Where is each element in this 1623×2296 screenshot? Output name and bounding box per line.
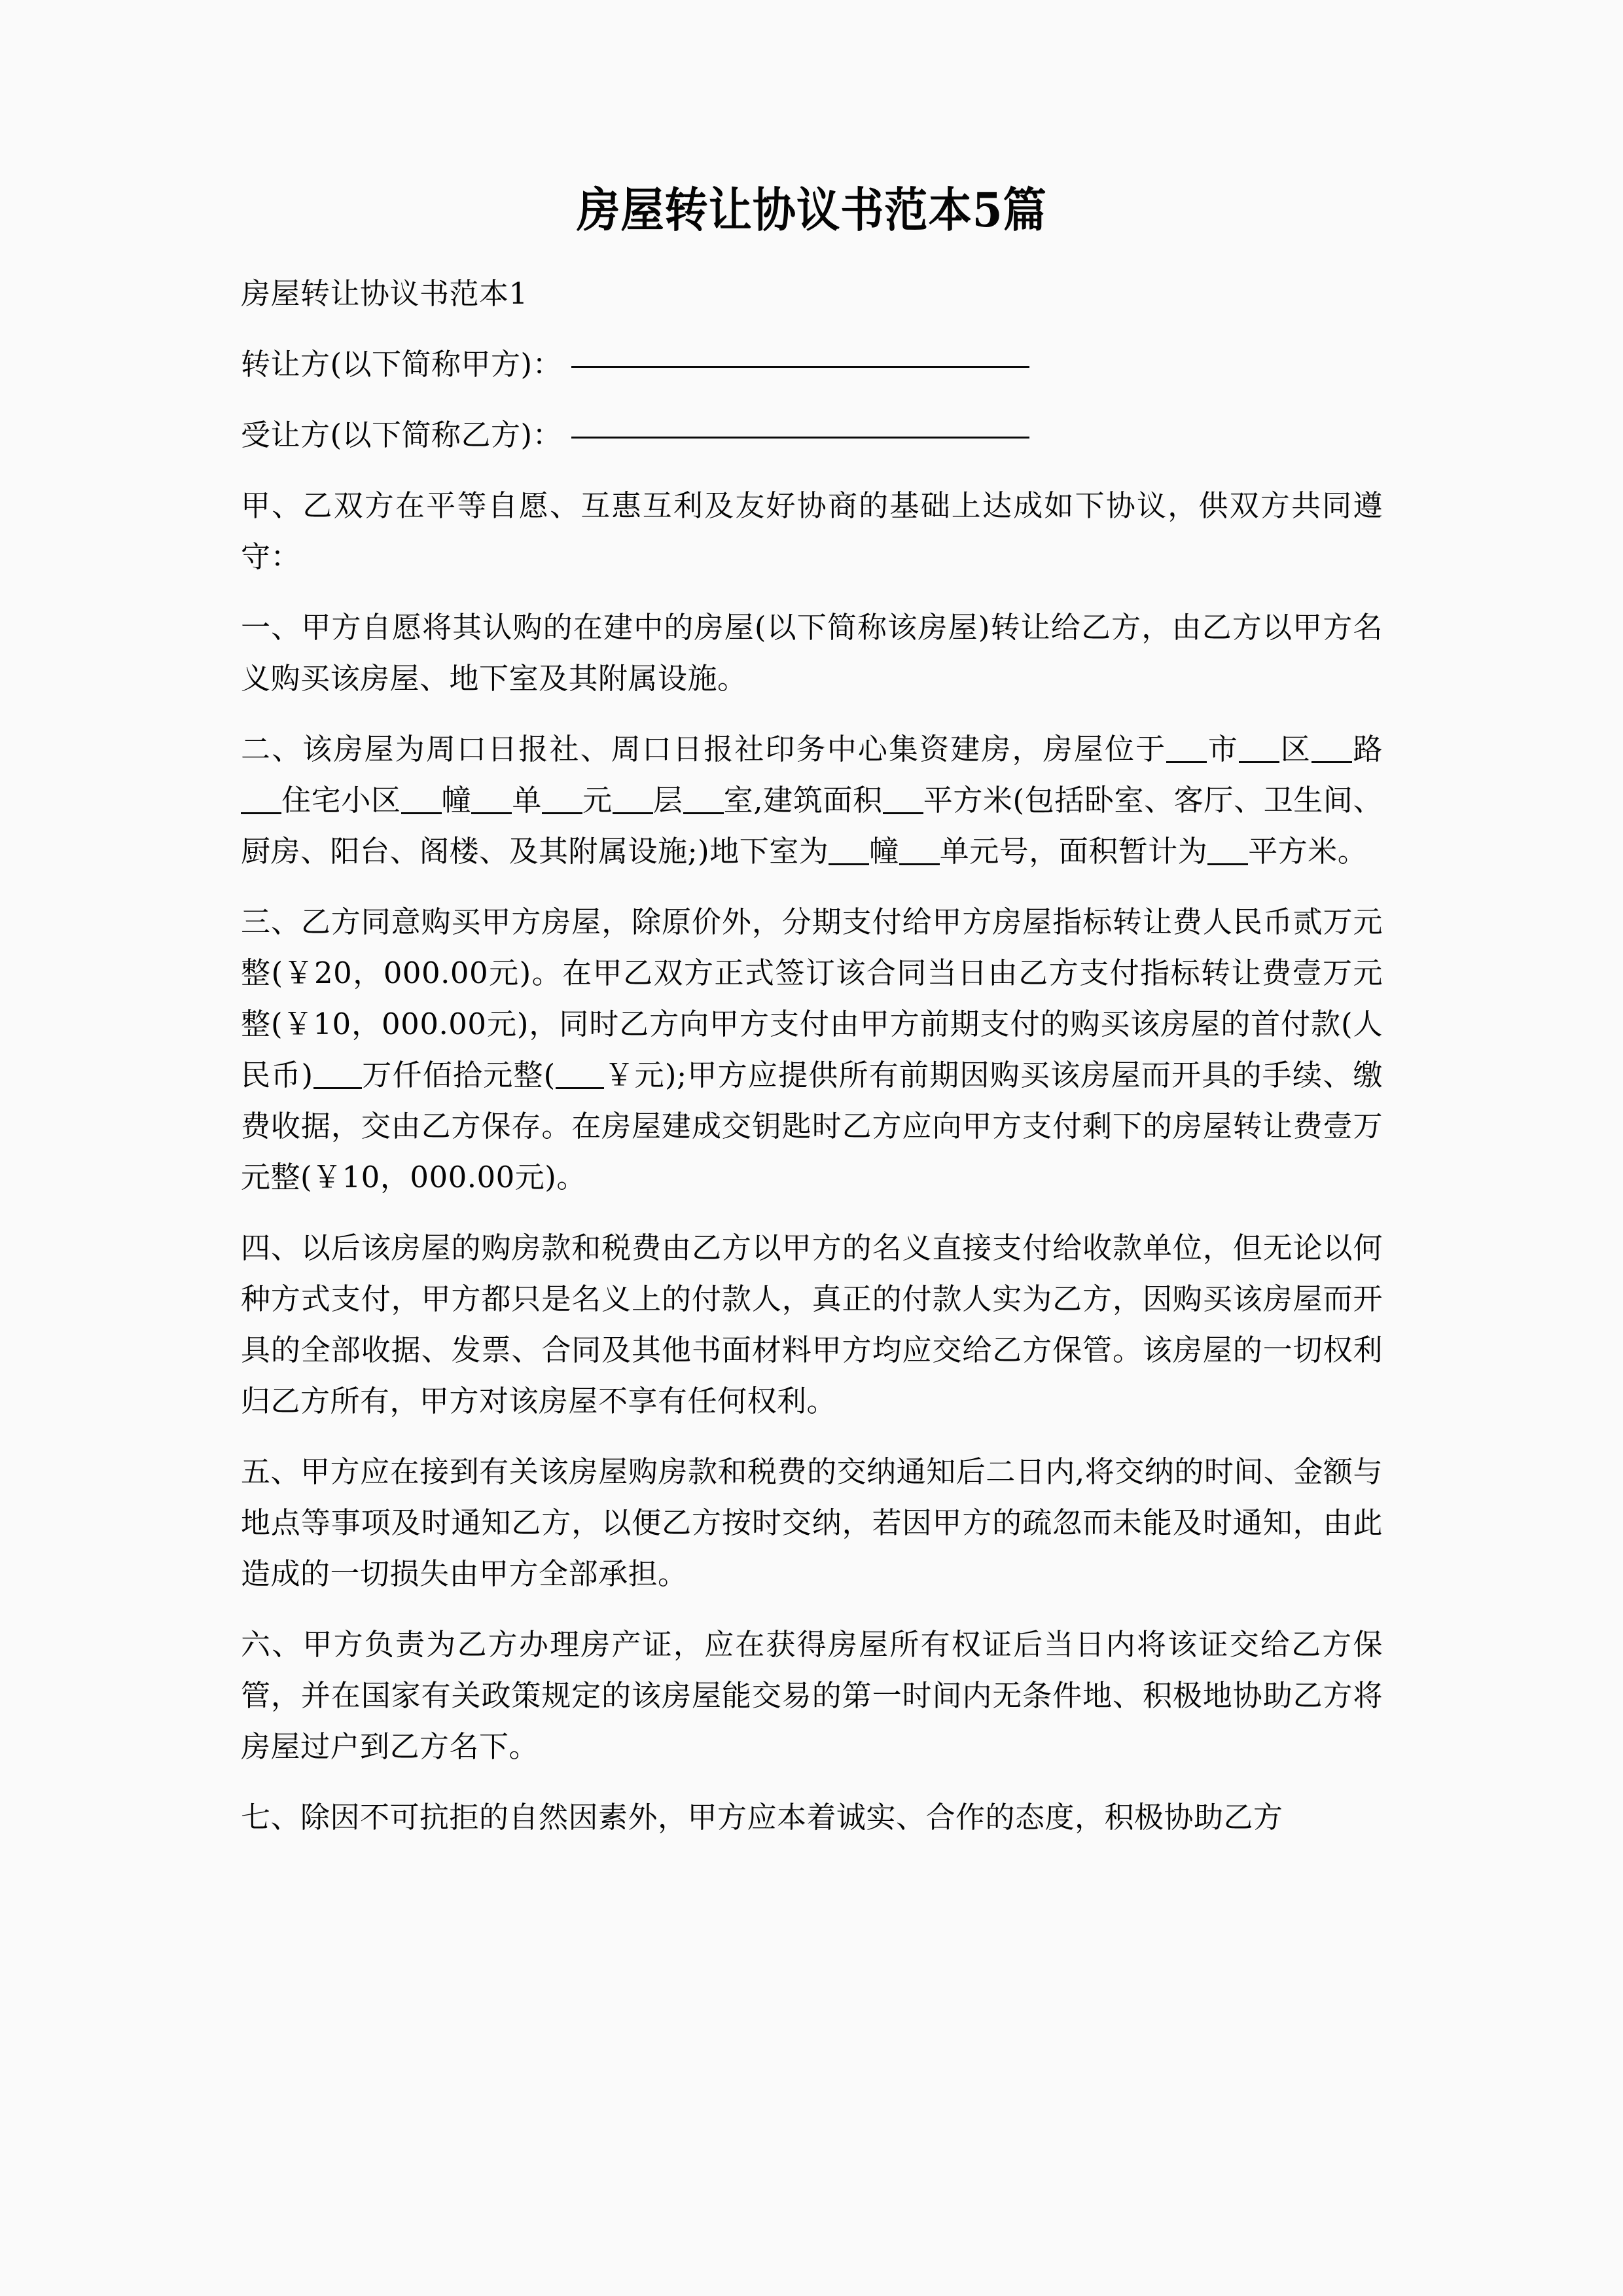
blank-community[interactable] [241,812,281,814]
transferee-label: 受让方(以下简称乙方)： [241,418,563,452]
clause-2-text-k: 平方米(包括卧室、客厅、卫生间、厨房、阳台、阁楼、及其附属设施;)地下室为 [241,783,1383,869]
clause-4 [241,1203,1383,1427]
clause-7-number: 七、 [241,1800,301,1835]
clause-7 [241,1772,1383,1843]
clause-2 [241,704,1383,877]
clause-1 [241,583,1383,704]
clause-5-number: 五、 [241,1454,301,1489]
blank-unit[interactable] [471,812,512,814]
clause-2-text-m: 单元号，面积暂计为 [939,834,1208,869]
clause-2-text-j: 室,建筑面积 [723,783,883,817]
clause-2-text-h: 元 [582,783,613,817]
clause-7-text: 除因不可抗拒的自然因素外，甲方应本着诚实、合作的态度，积极协助乙方 [300,1800,1283,1835]
clause-2-text-d: 路 [1351,732,1383,766]
clause-3-number: 三、 [241,905,301,939]
clause-2-text-i: 层 [652,783,683,817]
clause-2-text-g: 单 [512,783,543,817]
clause-6-number: 六、 [241,1627,303,1662]
clause-4-number: 四、 [241,1230,301,1265]
transferor-blank-rule[interactable] [571,366,1029,368]
blank-district[interactable] [1239,761,1279,763]
clause-2-text-n: 平方米。 [1248,834,1368,869]
clause-1-number: 一、 [241,610,302,645]
clause-1-text: 甲方自愿将其认购的在建中的房屋(以下简称该房屋)转让给乙方，由乙方以甲方名义购买该房屋、地下室及其附属设施。 [241,610,1383,696]
blank-downpayment-figure[interactable] [556,1087,604,1089]
clause-2-number: 二、 [241,732,303,766]
transferor-line [241,319,1383,390]
clause-6 [241,1600,1383,1772]
document-content [241,0,1383,1843]
clause-3-text-a: 乙方同意购买甲方房屋，除原价外，分期支付给甲方房屋指标转让费人民币贰万元整(￥20，000.00元)。在甲乙双方正式签订该合同当日由乙方支付指标转让费壹万元整(￥10，000.00元)，同时乙方向甲方支付由甲方前期支付的购买该房屋的首付款(人民币) [241,905,1383,1092]
transferee-blank-rule[interactable] [571,437,1029,439]
clause-3 [241,877,1383,1203]
blank-room[interactable] [683,812,724,814]
clause-2-text-c: 区 [1279,732,1311,766]
clause-5-text: 甲方应在接到有关该房屋购房款和税费的交纳通知后二日内,将交纳的时间、金额与地点等事项及时通知乙方，以便乙方按时交纳，若因甲方的疏忽而未能及时通知，由此造成的一切损失由甲方全部承担。 [241,1454,1383,1591]
page-title: 房屋转让协议书范本5篇 [577,182,1047,238]
blank-building[interactable] [401,812,442,814]
clause-2-text-l: 幢 [869,834,899,869]
clause-2-text-a: 该房屋为周口日报社、周口日报社印务中心集资建房，房屋位于 [302,732,1167,766]
clause-2-text-b: 市 [1207,732,1240,766]
clause-2-text-f: 幢 [441,783,472,817]
blank-basement-unit[interactable] [899,863,940,865]
clause-3-text-c: ￥元);甲方应提供所有前期因购买该房屋而开具的手续、缴费收据，交由乙方保存。在房屋建成交钥匙时乙方应向甲方支付剩下的房屋转让费壹万元整(￥10，000.00元)。 [241,1058,1383,1194]
preamble-paragraph: 甲、乙双方在平等自愿、互惠互利及友好协商的基础上达成如下协议，供双方共同遵守： [241,488,1383,574]
blank-unit-no[interactable] [542,812,582,814]
clause-5 [241,1427,1383,1600]
clause-6-text: 甲方负责为乙方办理房产证，应在获得房屋所有权证后当日内将该证交给乙方保管，并在国家有关政策规定的该房屋能交易的第一时间内无条件地、积极地协助乙方将房屋过户到乙方名下。 [241,1627,1383,1764]
blank-area[interactable] [883,812,923,814]
blank-basement-area[interactable] [1207,863,1248,865]
transferee-line [241,390,1383,461]
blank-downpayment-words[interactable] [313,1087,362,1089]
clause-4-text: 以后该房屋的购房款和税费由乙方以甲方的名义直接支付给收款单位，但无论以何种方式支付，甲方都只是名义上的付款人，真正的付款人实为乙方，因购买该房屋而开具的全部收据、发票、合同及其他书面材料甲方均应交给乙方保管。该房屋的一切权利归乙方所有，甲方对该房屋不享有任何权利。 [241,1230,1383,1418]
document-subtitle: 房屋转让协议书范本1 [241,276,528,311]
transferor-label: 转让方(以下简称甲方)： [241,347,563,382]
blank-floor[interactable] [613,812,653,814]
clause-2-text-e: 住宅小区 [281,783,401,817]
blank-city[interactable] [1166,761,1207,763]
blank-basement-building[interactable] [829,863,869,865]
blank-road[interactable] [1311,761,1352,763]
clause-3-text-b: 万仟佰拾元整( [361,1058,556,1092]
